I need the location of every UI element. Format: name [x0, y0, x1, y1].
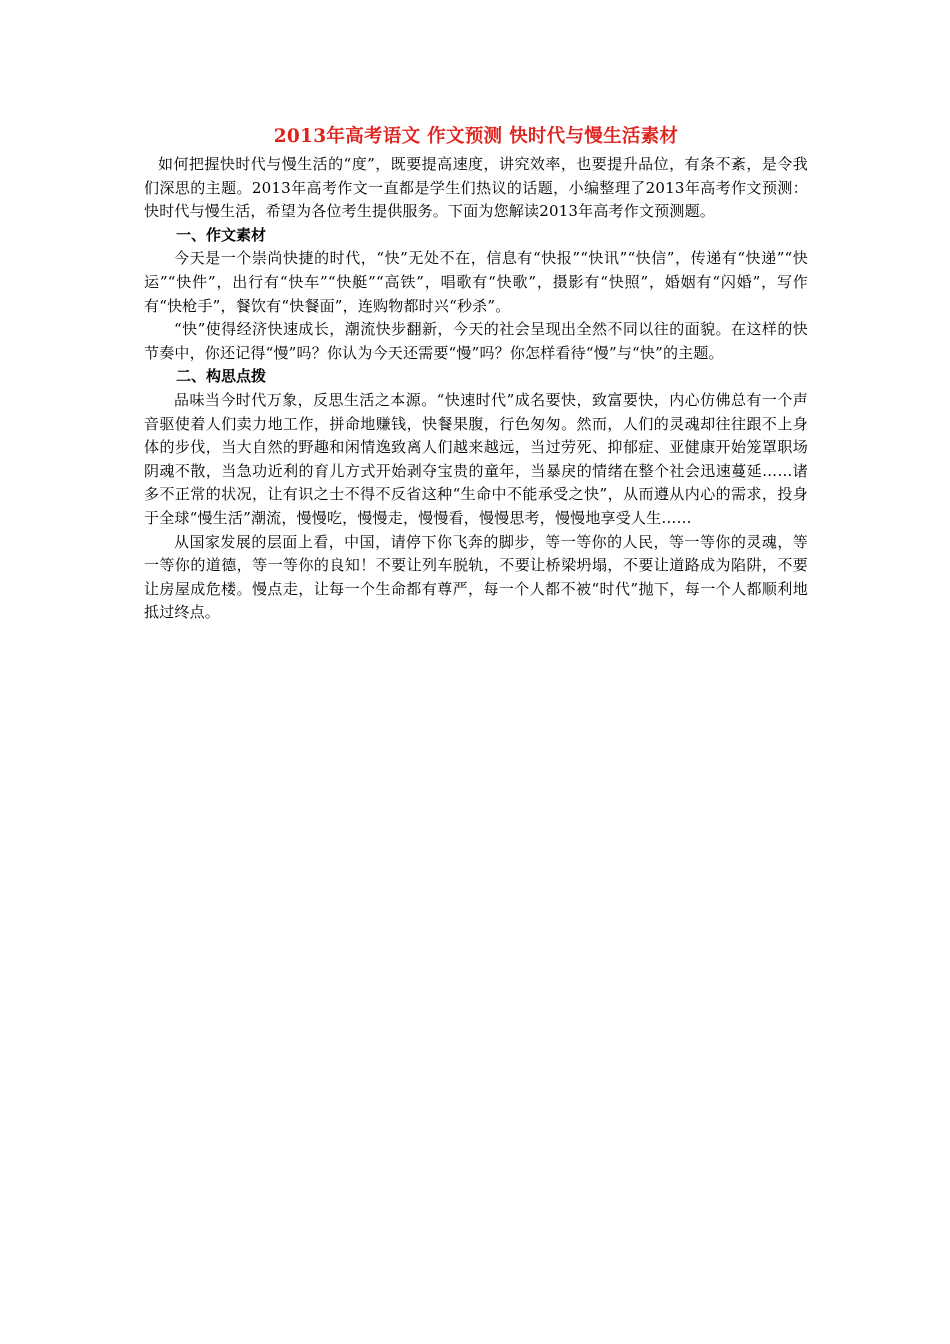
intro-paragraph: 如何把握快时代与慢生活的“度”，既要提高速度，讲究效率，也要提升品位，有条不紊，是令我们深思的主题。2013年高考作文一直都是学生们热议的话题，小编整理了2013年高考作文预测：快时代与慢生活，希望为各位考生提供服务。下面为您解读2013年高考作文预测题。 [144, 155, 808, 221]
section-materials-paragraph-1: 今天是一个崇尚快捷的时代，“快”无处不在，信息有“快报”“快讯”“快信”，传递有“快递”“快运”“快件”，出行有“快车”“快艇”“高铁”，唱歌有“快歌”，摄影有“快照”，婚姻有“闪婚”，写作有“快枪手”，餐饮有“快餐面”，连购物都时兴“秒杀”。 [144, 249, 808, 315]
section-heading-materials: 一、作文素材 [176, 225, 267, 244]
section-ideas-paragraph-1: 品味当今时代万象，反思生活之本源。“快速时代”成名要快，致富要快，内心仿佛总有一个声音驱使着人们卖力地工作，拼命地赚钱，快餐果腹，行色匆匆。然而，人们的灵魂却往往跟不上身体的步伐，当大自然的野趣和闲情逸致离人们越来越远，当过劳死、抑郁症、亚健康开始笼罩职场阴魂不散，当急功近利的育儿方式开始剥夺宝贵的童年，当暴戾的情绪在整个社会迅速蔓延……诸多不正常的状况，让有识之士不得不反省这种“生命中不能承受之快”，从而遵从内心的需求，投身于全球“慢生活”潮流，慢慢吃，慢慢走，慢慢看，慢慢思考，慢慢地享受人生…… [144, 390, 808, 527]
section-heading-ideas: 二、构思点拨 [176, 367, 267, 386]
section-ideas [144, 365, 808, 625]
section-materials-paragraph-2: “快”使得经济快速成长，潮流快步翻新，今天的社会呈现出全然不同以往的面貌。在这样的快节奏中，你还记得“慢”吗？你认为今天还需要“慢”吗？你怎样看待“慢”与“快”的主题。 [144, 320, 808, 362]
section-materials [144, 224, 808, 366]
document-page [144, 122, 808, 625]
document-title: 2013年高考语文 作文预测 快时代与慢生活素材 [273, 126, 679, 147]
section-ideas-paragraph-2: 从国家发展的层面上看，中国，请停下你飞奔的脚步，等一等你的人民，等一等你的灵魂，等一等你的道德，等一等你的良知！不要让列车脱轨，不要让桥梁坍塌，不要让道路成为陷阱，不要让房屋成危楼。慢点走，让每一个生命都有尊严，每一个人都不被“时代”抛下，每一个人都顺利地抵过终点。 [144, 532, 808, 622]
